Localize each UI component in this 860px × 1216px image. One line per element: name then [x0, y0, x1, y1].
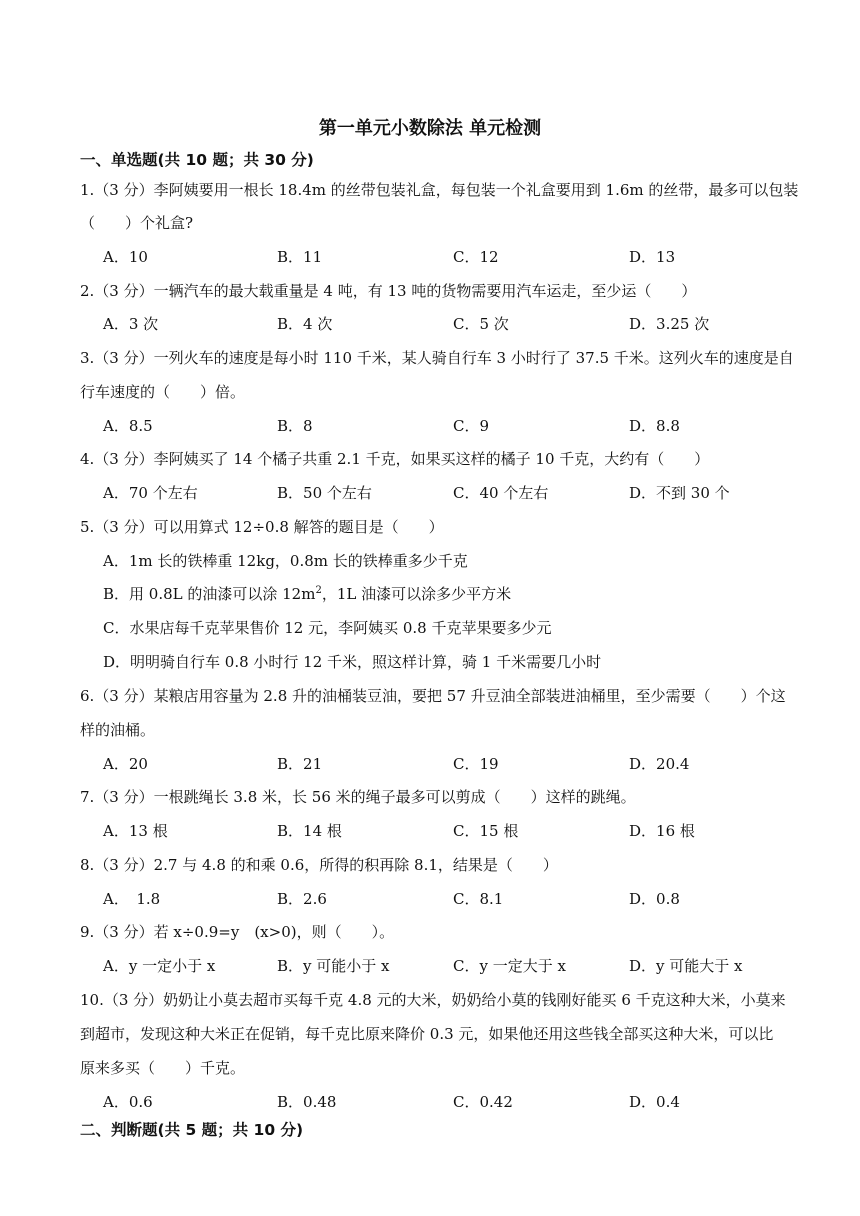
squared-superscript: 2	[315, 585, 322, 596]
question-9-option-d: D．y 可能大于 x	[629, 957, 743, 975]
question-9-text: 9.（3 分）若 x÷0.9=y (x>0)，则（ ）。	[80, 923, 395, 941]
question-8-option-a: A． 1.8	[103, 890, 161, 908]
question-9-option-b: B．y 可能小于 x	[277, 957, 390, 975]
question-3-text-cont: 行车速度的（ ）倍。	[80, 383, 246, 401]
question-1-option-a: A．10	[103, 248, 148, 266]
section-heading-single-choice: 一、单选题(共 10 题；共 30 分)	[80, 151, 314, 169]
question-9-option-a: A．y 一定小于 x	[103, 957, 216, 975]
question-8-option-d: D．0.8	[629, 890, 680, 908]
question-10-option-a: A．0.6	[103, 1093, 153, 1111]
page-title: 第一单元小数除法 单元检测	[318, 118, 542, 139]
question-1-option-b: B．11	[277, 248, 323, 266]
question-4-text: 4.（3 分）李阿姨买了 14 个橘子共重 2.1 千克，如果买这样的橘子 10 千克，大约有（ ）	[80, 450, 710, 468]
question-7-option-c: C．15 根	[453, 822, 519, 840]
question-10-option-d: D．0.4	[629, 1093, 680, 1111]
question-1-option-d: D．13	[629, 248, 676, 266]
question-2-option-a: A．3 次	[103, 315, 159, 333]
question-1-text-cont: （ ）个礼盒?	[80, 214, 194, 232]
question-5-option-d: D．明明骑自行车 0.8 小时行 12 千米，照这样计算，骑 1 千米需要几小时	[103, 653, 602, 671]
question-6-option-b: B．21	[277, 755, 323, 773]
question-8-option-c: C．8.1	[453, 890, 504, 908]
question-1-text: 1.（3 分）李阿姨要用一根长 18.4m 的丝带包装礼盒，每包装一个礼盒要用到 1.6m 的丝带，最多可以包装	[80, 181, 799, 199]
question-6-option-c: C．19	[453, 755, 499, 773]
question-4-option-c: C．40 个左右	[453, 484, 549, 502]
question-3-option-c: C．9	[453, 417, 490, 435]
question-10-option-c: C．0.42	[453, 1093, 513, 1111]
question-4-option-a: A．70 个左右	[103, 484, 198, 502]
question-3-text: 3.（3 分）一列火车的速度是每小时 110 千米，某人骑自行车 3 小时行了 37.5 千米。这列火车的速度是自	[80, 349, 794, 367]
question-3-option-a: A．8.5	[103, 417, 153, 435]
section-heading-true-false: 二、判断题(共 5 题；共 10 分)	[80, 1121, 304, 1139]
question-7-text: 7.（3 分）一根跳绳长 3.8 米，长 56 米的绳子最多可以剪成（ ）这样的跳绳。	[80, 788, 636, 806]
question-6-text-cont: 样的油桶。	[80, 721, 156, 739]
question-7-option-a: A．13 根	[103, 822, 168, 840]
question-2-option-d: D．3.25 次	[629, 315, 710, 333]
question-3-option-b: B．8	[277, 417, 313, 435]
question-8-option-b: B．2.6	[277, 890, 327, 908]
question-5-option-c: C．水果店每千克苹果售价 12 元，李阿姨买 0.8 千克苹果要多少元	[103, 619, 552, 637]
question-6-option-d: D．20.4	[629, 755, 690, 773]
question-2-option-b: B．4 次	[277, 315, 333, 333]
question-5-option-b-rest: ，1L 油漆可以涂多少平方米	[321, 585, 512, 603]
question-10-text-cont-1: 到超市，发现这种大米正在促销，每千克比原来降价 0.3 元，如果他还用这些钱全部买这种大米，可以比	[80, 1025, 774, 1043]
question-10-text-cont-2: 原来多买（ ）千克。	[80, 1059, 246, 1077]
question-2-option-c: C．5 次	[453, 315, 509, 333]
question-10-text: 10.（3 分）奶奶让小莫去超市买每千克 4.8 元的大米，奶奶给小莫的钱刚好能买 6 千克这种大米，小莫来	[80, 991, 786, 1009]
question-8-text: 8.（3 分）2.7 与 4.8 的和乘 0.6，所得的积再除 8.1，结果是（ ）	[80, 856, 558, 874]
question-5-option-a: A．1m 长的铁棒重 12kg，0.8m 长的铁棒重多少千克	[103, 552, 468, 570]
question-7-option-b: B．14 根	[277, 822, 342, 840]
question-4-option-d: D．不到 30 个	[629, 484, 730, 502]
question-5-option-b	[103, 584, 835, 604]
question-4-option-b: B．50 个左右	[277, 484, 372, 502]
question-3-option-d: D．8.8	[629, 417, 680, 435]
question-2-text: 2.（3 分）一辆汽车的最大载重量是 4 吨，有 13 吨的货物需要用汽车运走，至少运（ ）	[80, 282, 697, 300]
question-6-text: 6.（3 分）某粮店用容量为 2.8 升的油桶装豆油，要把 57 升豆油全部装进油桶里，至少需要（ ）个这	[80, 687, 786, 705]
question-1-option-c: C．12	[453, 248, 499, 266]
question-9-option-c: C．y 一定大于 x	[453, 957, 566, 975]
question-5-text: 5.（3 分）可以用算式 12÷0.8 解答的题目是（ ）	[80, 518, 444, 536]
question-6-option-a: A．20	[103, 755, 148, 773]
question-10-option-b: B．0.48	[277, 1093, 337, 1111]
question-5-option-b-main: B．用 0.8L 的油漆可以涂 12m	[103, 585, 316, 603]
question-7-option-d: D．16 根	[629, 822, 695, 840]
